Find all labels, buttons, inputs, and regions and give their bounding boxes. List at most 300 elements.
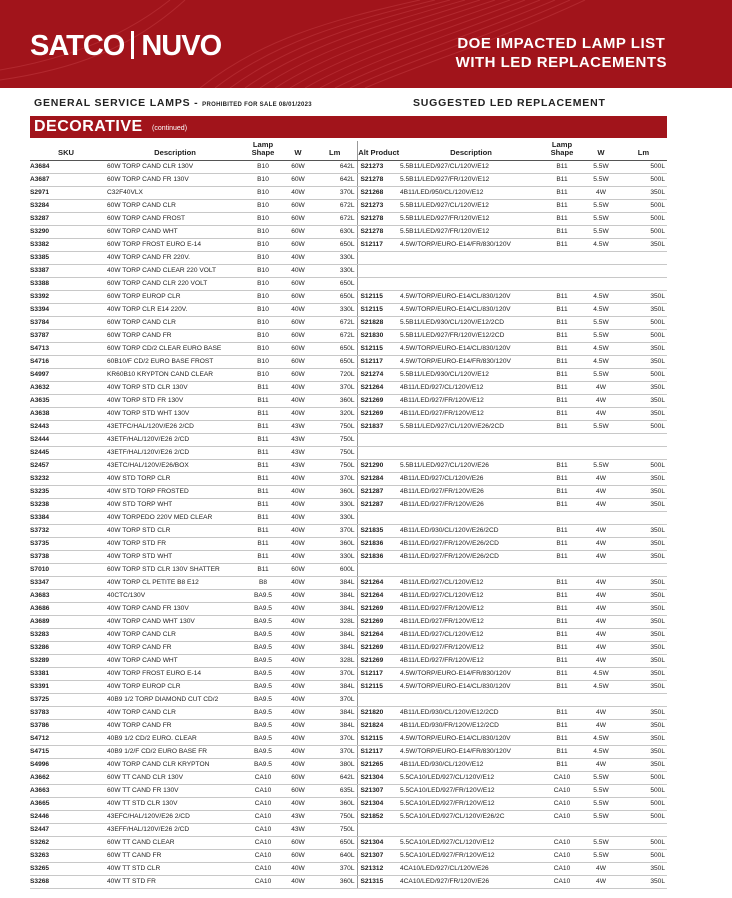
category-bar (30, 116, 667, 138)
cell-sku: A3687 (30, 174, 107, 187)
cell-lamp-shape: B8 (243, 577, 283, 590)
cell-description: 40W TORP CL PETITE B8 E12 (107, 577, 243, 590)
cell-sku: S2971 (30, 187, 107, 200)
cell-lamp-shape: B11 (243, 447, 283, 460)
cell-alt-description: 5.5CA10/LED/927/CL/120V/E26/2C (400, 811, 542, 824)
cell-alt-watts (582, 564, 620, 577)
cell-sku: S4715 (30, 746, 107, 759)
cell-alt-lamp-shape: B11 (542, 174, 582, 187)
cell-alt-product: S21278 (357, 213, 400, 226)
cell-watts: 43W (283, 447, 313, 460)
cell-description: 40W TORP CAND WHT (107, 655, 243, 668)
table-row (30, 369, 667, 382)
cell-lumens: 600L (313, 564, 357, 577)
cell-alt-watts: 4.5W (582, 304, 620, 317)
cell-description: 40W TORP CAND CLEAR 220 VOLT (107, 265, 243, 278)
cell-lamp-shape: B11 (243, 382, 283, 395)
cell-lumens: 750L (313, 434, 357, 447)
cell-alt-description: 4B11/LED/927/FR/120V/E26/2CD (400, 538, 542, 551)
cell-lumens: 642L (313, 174, 357, 187)
cell-alt-product (357, 252, 400, 265)
cell-lumens: 360L (313, 876, 357, 889)
table-row (30, 330, 667, 343)
cell-alt-product: S21274 (357, 369, 400, 382)
cell-watts: 43W (283, 824, 313, 837)
table-row (30, 655, 667, 668)
cell-alt-description: 5.5CA10/LED/927/FR/120V/E12 (400, 850, 542, 863)
cell-description: 40W TORP CAND FR (107, 720, 243, 733)
cell-alt-description: 4.5W/TORP/EURO-E14/CL/830/120V (400, 681, 542, 694)
cell-lamp-shape: BA9.5 (243, 746, 283, 759)
cell-sku: S3783 (30, 707, 107, 720)
cell-description: 40W TT STD CLR (107, 863, 243, 876)
cell-alt-watts: 4W (582, 876, 620, 889)
cell-description: 60W TORP CAND CLR 220 VOLT (107, 278, 243, 291)
cell-alt-description: 4B11/LED/927/FR/120V/E26 (400, 499, 542, 512)
cell-alt-lumens: 350L (620, 681, 667, 694)
table-row (30, 811, 667, 824)
cell-sku: S3263 (30, 850, 107, 863)
cell-alt-watts (582, 824, 620, 837)
cell-alt-watts: 4W (582, 863, 620, 876)
cell-sku: S4996 (30, 759, 107, 772)
cell-sku: S4997 (30, 369, 107, 382)
cell-alt-description: 4.5W/TORP/EURO-E14/FR/830/120V (400, 356, 542, 369)
cell-alt-lamp-shape (542, 434, 582, 447)
cell-alt-product: S21836 (357, 551, 400, 564)
cell-alt-product: S21284 (357, 473, 400, 486)
cell-alt-product: S21820 (357, 707, 400, 720)
category-note: (continued) (152, 125, 188, 132)
cell-lamp-shape: CA10 (243, 772, 283, 785)
cell-alt-lumens: 350L (620, 395, 667, 408)
cell-alt-watts: 4.5W (582, 681, 620, 694)
cell-watts: 40W (283, 707, 313, 720)
cell-description: 40W TORP CAND FR 130V (107, 603, 243, 616)
cell-alt-watts: 4W (582, 720, 620, 733)
table-row (30, 616, 667, 629)
cell-alt-watts: 5.5W (582, 785, 620, 798)
cell-lumens: 328L (313, 655, 357, 668)
cell-alt-description: 5.5B11/LED/927/CL/120V/E26 (400, 460, 542, 473)
cell-lumens: 384L (313, 642, 357, 655)
cell-sku: S3283 (30, 629, 107, 642)
cell-alt-lumens: 350L (620, 655, 667, 668)
cell-lumens: 370L (313, 525, 357, 538)
cell-alt-description (400, 278, 542, 291)
col-description: Description (107, 141, 243, 161)
cell-sku: S2443 (30, 421, 107, 434)
cell-description: 43EFF/HAL/120V/E26 2/CD (107, 824, 243, 837)
cell-alt-lamp-shape: B11 (542, 746, 582, 759)
cell-alt-description: 5.5B11/LED/927/FR/120V/E12 (400, 174, 542, 187)
cell-alt-description: 5.5B11/LED/927/FR/120V/E12/2CD (400, 330, 542, 343)
cell-description: 40B9 1/2 TORP DIAMOND CUT CD/2 (107, 694, 243, 707)
cell-lumens: 360L (313, 395, 357, 408)
cell-alt-lumens: 350L (620, 525, 667, 538)
cell-alt-product: S21269 (357, 616, 400, 629)
cell-lumens: 370L (313, 187, 357, 200)
cell-alt-description (400, 434, 542, 447)
cell-alt-product: S21828 (357, 317, 400, 330)
cell-sku: S3385 (30, 252, 107, 265)
cell-watts: 40W (283, 187, 313, 200)
cell-alt-lamp-shape: B11 (542, 317, 582, 330)
cell-alt-watts: 4W (582, 538, 620, 551)
cell-alt-watts: 5.5W (582, 200, 620, 213)
cell-description: 60W TORP CAND FR (107, 330, 243, 343)
table-row (30, 733, 667, 746)
cell-alt-lumens (620, 512, 667, 525)
cell-sku: A3686 (30, 603, 107, 616)
cell-watts: 60W (283, 343, 313, 356)
cell-lumens: 330L (313, 512, 357, 525)
cell-watts: 40W (283, 499, 313, 512)
cell-alt-lamp-shape: B11 (542, 486, 582, 499)
cell-alt-product (357, 564, 400, 577)
table-row (30, 304, 667, 317)
cell-watts: 40W (283, 629, 313, 642)
cell-alt-lamp-shape (542, 824, 582, 837)
table-row (30, 473, 667, 486)
cell-sku: S3384 (30, 512, 107, 525)
cell-alt-description: 4B11/LED/927/FR/120V/E12 (400, 655, 542, 668)
cell-alt-watts (582, 447, 620, 460)
cell-sku: S3238 (30, 499, 107, 512)
table-row (30, 564, 667, 577)
cell-alt-description: 4B11/LED/927/FR/120V/E26 (400, 486, 542, 499)
cell-alt-lumens: 500L (620, 174, 667, 187)
cell-watts: 40W (283, 733, 313, 746)
section-left-label: GENERAL SERVICE LAMPS - (34, 97, 199, 109)
cell-lamp-shape: BA9.5 (243, 616, 283, 629)
cell-alt-watts: 5.5W (582, 226, 620, 239)
table-row (30, 538, 667, 551)
cell-alt-lumens: 350L (620, 486, 667, 499)
cell-alt-lamp-shape: B11 (542, 382, 582, 395)
cell-lamp-shape: B10 (243, 200, 283, 213)
cell-lamp-shape: B10 (243, 369, 283, 382)
cell-sku: S3725 (30, 694, 107, 707)
cell-alt-lamp-shape: B11 (542, 655, 582, 668)
cell-lumens: 360L (313, 538, 357, 551)
cell-lamp-shape: B10 (243, 161, 283, 174)
table-row (30, 577, 667, 590)
cell-alt-lamp-shape: CA10 (542, 798, 582, 811)
table-row (30, 746, 667, 759)
cell-lamp-shape: B10 (243, 278, 283, 291)
table-row (30, 772, 667, 785)
cell-alt-lamp-shape: B11 (542, 369, 582, 382)
cell-alt-description: 5.5CA10/LED/927/FR/120V/E12 (400, 785, 542, 798)
cell-alt-lumens: 350L (620, 473, 667, 486)
cell-lamp-shape: BA9.5 (243, 681, 283, 694)
cell-watts: 43W (283, 811, 313, 824)
cell-alt-lamp-shape: B11 (542, 239, 582, 252)
cell-lumens: 384L (313, 603, 357, 616)
cell-sku: S3735 (30, 538, 107, 551)
cell-alt-lamp-shape: B11 (542, 759, 582, 772)
cell-alt-description: 4B11/LED/930/CL/120V/E12/2CD (400, 707, 542, 720)
cell-alt-watts: 5.5W (582, 811, 620, 824)
cell-lumens: 320L (313, 408, 357, 421)
cell-alt-watts: 4W (582, 759, 620, 772)
cell-alt-watts: 5.5W (582, 798, 620, 811)
cell-watts: 40W (283, 642, 313, 655)
cell-lumens: 635L (313, 785, 357, 798)
cell-alt-description: 4B11/LED/927/CL/120V/E12 (400, 577, 542, 590)
cell-description: 60W TT CAND FR (107, 850, 243, 863)
cell-alt-watts: 5.5W (582, 330, 620, 343)
col-lumens: Lm (313, 141, 357, 161)
cell-alt-description: 4.5W/TORP/EURO-E14/FR/830/120V (400, 668, 542, 681)
cell-alt-watts: 4.5W (582, 733, 620, 746)
cell-lamp-shape: BA9.5 (243, 655, 283, 668)
cell-alt-watts: 4W (582, 707, 620, 720)
cell-watts: 40W (283, 603, 313, 616)
cell-description: C32F40VLX (107, 187, 243, 200)
cell-alt-lamp-shape (542, 447, 582, 460)
cell-watts: 40W (283, 538, 313, 551)
cell-description: 40W TT STD FR (107, 876, 243, 889)
cell-description: 43ETF/HAL/120V/E26 2/CD (107, 434, 243, 447)
cell-lamp-shape: B10 (243, 265, 283, 278)
cell-alt-lamp-shape: B11 (542, 460, 582, 473)
cell-alt-watts: 4W (582, 616, 620, 629)
table-row (30, 408, 667, 421)
cell-alt-product: S21268 (357, 187, 400, 200)
cell-lamp-shape: CA10 (243, 863, 283, 876)
cell-alt-lamp-shape (542, 252, 582, 265)
cell-description: 40W TORP STD WHT (107, 551, 243, 564)
cell-alt-lumens: 350L (620, 616, 667, 629)
col-alt-lumens: Lm (620, 141, 667, 161)
cell-alt-lumens (620, 278, 667, 291)
cell-lamp-shape: BA9.5 (243, 642, 283, 655)
cell-alt-watts: 4.5W (582, 746, 620, 759)
cell-description: 40W TORPEDO 220V MED CLEAR (107, 512, 243, 525)
cell-alt-lumens: 500L (620, 785, 667, 798)
cell-alt-lamp-shape: CA10 (542, 876, 582, 889)
cell-alt-lumens: 350L (620, 408, 667, 421)
cell-watts: 40W (283, 512, 313, 525)
cell-lumens: 650L (313, 837, 357, 850)
cell-alt-lamp-shape: B11 (542, 356, 582, 369)
cell-alt-lamp-shape: B11 (542, 330, 582, 343)
cell-alt-watts: 4.5W (582, 291, 620, 304)
cell-alt-lamp-shape (542, 694, 582, 707)
table-row (30, 161, 667, 174)
cell-alt-description: 5.5CA10/LED/927/FR/120V/E12 (400, 798, 542, 811)
col-sku: SKU (30, 141, 107, 161)
table-row (30, 174, 667, 187)
cell-alt-watts: 4W (582, 655, 620, 668)
cell-lamp-shape: B10 (243, 239, 283, 252)
cell-description: 40W TORP CAND CLR KRYPTON (107, 759, 243, 772)
table-row (30, 447, 667, 460)
cell-alt-product (357, 694, 400, 707)
cell-lamp-shape: B11 (243, 538, 283, 551)
cell-lamp-shape: B10 (243, 304, 283, 317)
col-alt-watts: W (582, 141, 620, 161)
cell-alt-product: S21304 (357, 798, 400, 811)
cell-sku: S3284 (30, 200, 107, 213)
cell-alt-description: 4B11/LED/927/CL/120V/E12 (400, 590, 542, 603)
table-row (30, 590, 667, 603)
cell-lumens: 370L (313, 746, 357, 759)
cell-sku: A3663 (30, 785, 107, 798)
cell-lamp-shape: B11 (243, 499, 283, 512)
cell-alt-lamp-shape: B11 (542, 707, 582, 720)
cell-lamp-shape: B11 (243, 551, 283, 564)
cell-alt-product: S12115 (357, 733, 400, 746)
table-row (30, 226, 667, 239)
cell-watts: 60W (283, 213, 313, 226)
cell-alt-description: 4CA10/LED/927/CL/120V/E26 (400, 863, 542, 876)
cell-alt-product: S21264 (357, 590, 400, 603)
cell-alt-product (357, 447, 400, 460)
cell-alt-lamp-shape: B11 (542, 603, 582, 616)
cell-watts: 40W (283, 655, 313, 668)
cell-watts: 60W (283, 226, 313, 239)
cell-sku: S3387 (30, 265, 107, 278)
cell-description: 40CTC/130V (107, 590, 243, 603)
cell-alt-watts (582, 265, 620, 278)
cell-lamp-shape: B10 (243, 317, 283, 330)
cell-alt-description: 5.5B11/LED/930/CL/120V/E12/2CD (400, 317, 542, 330)
cell-alt-watts: 4.5W (582, 356, 620, 369)
cell-alt-lumens: 500L (620, 798, 667, 811)
cell-alt-lumens: 350L (620, 876, 667, 889)
cell-sku: A3635 (30, 395, 107, 408)
cell-description: 40W TORP STD FR (107, 538, 243, 551)
cell-lumens: 370L (313, 733, 357, 746)
table-row (30, 499, 667, 512)
cell-sku: S3784 (30, 317, 107, 330)
cell-watts: 40W (283, 759, 313, 772)
cell-watts: 40W (283, 551, 313, 564)
cell-alt-description: 5.5B11/LED/927/CL/120V/E12 (400, 161, 542, 174)
cell-lumens: 330L (313, 304, 357, 317)
cell-lamp-shape: CA10 (243, 785, 283, 798)
cell-alt-product: S21264 (357, 577, 400, 590)
brand-nuvo: NUVO (141, 30, 222, 62)
cell-lumens: 330L (313, 499, 357, 512)
cell-alt-lumens: 350L (620, 733, 667, 746)
cell-description: 60W TORP CAND CLR 130V (107, 161, 243, 174)
cell-sku: A3665 (30, 798, 107, 811)
cell-alt-lumens: 350L (620, 356, 667, 369)
cell-description: 40W TORP STD CLR (107, 525, 243, 538)
cell-lamp-shape: BA9.5 (243, 668, 283, 681)
table-row (30, 863, 667, 876)
cell-alt-product: S21307 (357, 850, 400, 863)
cell-alt-lamp-shape: CA10 (542, 863, 582, 876)
cell-watts: 40W (283, 590, 313, 603)
cell-lamp-shape: B10 (243, 174, 283, 187)
cell-lamp-shape: B10 (243, 343, 283, 356)
cell-sku: S3232 (30, 473, 107, 486)
cell-description: 60W TORP CAND WHT (107, 226, 243, 239)
cell-alt-product: S21264 (357, 382, 400, 395)
table-row (30, 421, 667, 434)
cell-watts: 60W (283, 772, 313, 785)
cell-lamp-shape: BA9.5 (243, 707, 283, 720)
cell-alt-watts: 4.5W (582, 343, 620, 356)
cell-alt-lamp-shape: CA10 (542, 772, 582, 785)
cell-description: 60W TORP CAND CLR (107, 200, 243, 213)
cell-alt-product: S12117 (357, 356, 400, 369)
cell-alt-description: 5.5CA10/LED/927/CL/120V/E12 (400, 837, 542, 850)
cell-alt-watts: 5.5W (582, 460, 620, 473)
cell-lumens: 640L (313, 850, 357, 863)
cell-alt-description: 4.5W/TORP/EURO-E14/FR/830/120V (400, 746, 542, 759)
cell-alt-watts: 4W (582, 525, 620, 538)
cell-lamp-shape: BA9.5 (243, 629, 283, 642)
cell-alt-lamp-shape: B11 (542, 473, 582, 486)
cell-alt-lumens: 350L (620, 746, 667, 759)
cell-alt-lamp-shape: B11 (542, 200, 582, 213)
cell-alt-lamp-shape: B11 (542, 499, 582, 512)
cell-lamp-shape: B11 (243, 434, 283, 447)
cell-alt-watts: 4W (582, 499, 620, 512)
cell-lumens: 650L (313, 291, 357, 304)
cell-watts: 43W (283, 434, 313, 447)
table-row (30, 434, 667, 447)
cell-watts: 60W (283, 837, 313, 850)
cell-lumens: 650L (313, 343, 357, 356)
cell-description: 40W STD TORP CLR (107, 473, 243, 486)
cell-alt-product: S21290 (357, 460, 400, 473)
cell-alt-product: S21312 (357, 863, 400, 876)
cell-lamp-shape: B10 (243, 291, 283, 304)
table-row (30, 720, 667, 733)
cell-alt-description (400, 447, 542, 460)
cell-watts: 40W (283, 681, 313, 694)
cell-lumens: 750L (313, 460, 357, 473)
cell-watts: 60W (283, 785, 313, 798)
cell-alt-lumens (620, 564, 667, 577)
cell-description: 40W TORP CAND FR (107, 642, 243, 655)
cell-alt-watts: 5.5W (582, 174, 620, 187)
cell-lumens: 630L (313, 226, 357, 239)
cell-watts: 43W (283, 421, 313, 434)
table-row (30, 239, 667, 252)
cell-alt-lumens: 500L (620, 369, 667, 382)
cell-watts: 40W (283, 408, 313, 421)
cell-alt-lumens: 350L (620, 759, 667, 772)
cell-alt-lumens: 350L (620, 629, 667, 642)
cell-lumens: 384L (313, 629, 357, 642)
cell-alt-lumens (620, 265, 667, 278)
page-title (456, 34, 667, 72)
title-line-2: WITH LED REPLACEMENTS (455, 54, 667, 71)
cell-sku: S3268 (30, 876, 107, 889)
cell-watts: 40W (283, 694, 313, 707)
cell-description: 40W TT STD CLR 130V (107, 798, 243, 811)
cell-watts: 60W (283, 564, 313, 577)
cell-alt-lumens: 500L (620, 200, 667, 213)
col-watts: W (283, 141, 313, 161)
cell-lumens: 750L (313, 824, 357, 837)
cell-description: 60W TT CAND CLEAR (107, 837, 243, 850)
cell-description: 40W TORP EUROP CLR (107, 681, 243, 694)
cell-description: 60W TT CAND CLR 130V (107, 772, 243, 785)
cell-sku: S3382 (30, 239, 107, 252)
cell-alt-lumens: 500L (620, 837, 667, 850)
cell-sku: S3286 (30, 642, 107, 655)
header-banner (0, 0, 732, 88)
